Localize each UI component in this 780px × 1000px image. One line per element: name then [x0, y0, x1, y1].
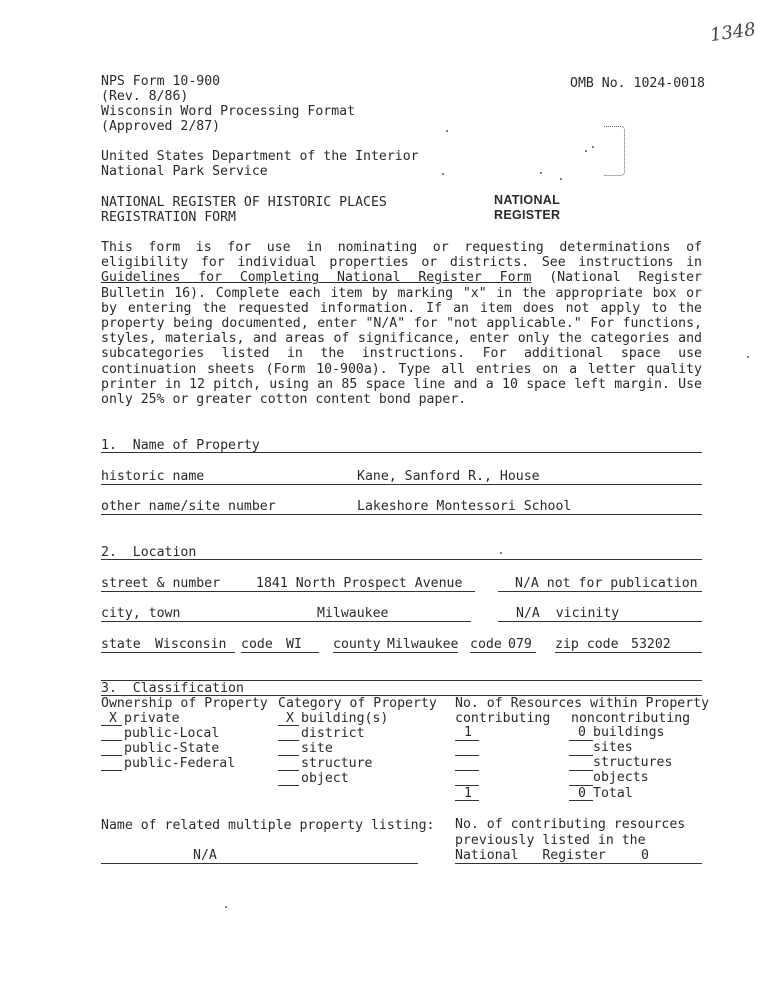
- resources-header: No. of Resources within Property: [455, 696, 710, 711]
- city-label: city, town: [101, 606, 181, 621]
- register-title: NATIONAL REGISTER OF HISTORIC PLACES: [101, 195, 387, 210]
- type-objects: objects: [593, 770, 649, 785]
- category-district: district: [301, 726, 365, 741]
- section-rule: [101, 452, 702, 453]
- zip-value: 53202: [631, 637, 671, 652]
- ownership-header: Ownership of Property: [101, 696, 268, 711]
- county-code-value: 079: [508, 637, 532, 652]
- zip-label: zip code: [555, 637, 619, 652]
- county-label: county: [333, 637, 381, 652]
- stamp-speck: [560, 178, 562, 180]
- ownership-mark: X: [109, 711, 117, 726]
- city-value: Milwaukee: [317, 606, 389, 621]
- section-2-heading: 2. Location: [101, 545, 197, 560]
- previously-listed-line2: previously listed in the: [455, 833, 646, 848]
- type-sites: sites: [593, 740, 633, 755]
- ownership-private: private: [124, 711, 180, 726]
- street-value: 1841 North Prospect Avenue: [256, 576, 463, 591]
- county-code-label: code: [470, 637, 502, 652]
- stamp-speck: [442, 173, 444, 175]
- checkbox-blank: [101, 725, 122, 726]
- stamp-speck: [500, 552, 502, 554]
- ownership-public-local: public-Local: [124, 726, 220, 741]
- previously-listed-value: 0: [641, 848, 649, 863]
- stamp-speck: [225, 906, 227, 908]
- field-rule: [241, 652, 319, 653]
- form-format: Wisconsin Word Processing Format: [101, 104, 356, 119]
- related-listing-label: Name of related multiple property listing:: [101, 818, 435, 833]
- count-blank: [455, 755, 479, 756]
- form-number: NPS Form 10-900: [101, 74, 221, 89]
- contributing-total: 1: [464, 786, 472, 801]
- previously-listed-line3: National Register: [455, 848, 606, 863]
- registration-form-title: REGISTRATION FORM: [101, 210, 236, 225]
- stamp-speck: [592, 146, 594, 148]
- checkbox-blank: [101, 740, 122, 741]
- stamp-speck: [540, 172, 542, 174]
- type-total: Total: [593, 786, 633, 801]
- count-blank: [569, 755, 593, 756]
- historic-name-value: Kane, Sanford R., House: [357, 469, 540, 484]
- count-blank: [569, 770, 593, 771]
- category-structure: structure: [301, 756, 373, 771]
- related-listing-value: N/A: [193, 848, 217, 863]
- category-header: Category of Property: [278, 696, 437, 711]
- previously-listed-line1: No. of contributing resources: [455, 817, 686, 832]
- code-label: code: [241, 637, 273, 652]
- section-3-heading: 3. Classification: [101, 681, 244, 696]
- guidelines-title: Guidelines for Completing National Register Form: [101, 270, 532, 286]
- section-1-heading: 1. Name of Property: [101, 438, 260, 453]
- category-object: object: [301, 771, 349, 786]
- noncontributing-buildings: 0: [578, 725, 586, 740]
- section-rule: [101, 559, 702, 560]
- field-rule: [101, 621, 471, 622]
- type-buildings: buildings: [593, 725, 665, 740]
- total-blank: [569, 800, 593, 801]
- national-stamp: NATIONAL: [494, 193, 561, 207]
- checkbox-blank: [278, 755, 299, 756]
- state-value: Wisconsin: [155, 637, 227, 652]
- historic-name-label: historic name: [101, 469, 205, 484]
- other-name-value: Lakeshore Montessori School: [357, 499, 572, 514]
- stamp-speck: [585, 150, 587, 152]
- field-rule: [333, 652, 458, 653]
- field-rule: [101, 484, 702, 485]
- vicinity: N/A vicinity: [516, 606, 620, 621]
- noncontributing-total: 0: [578, 786, 586, 801]
- state-label: state: [101, 637, 141, 652]
- category-buildings: building(s): [301, 711, 389, 726]
- ownership-public-state: public-State: [124, 741, 220, 756]
- ownership-public-federal: public-Federal: [124, 756, 236, 771]
- field-rule: [555, 652, 702, 653]
- omb-number: OMB No. 1024-0018: [570, 76, 705, 91]
- checkbox-blank: [278, 725, 299, 726]
- field-rule: [101, 863, 418, 864]
- form-approved: (Approved 2/87): [101, 119, 221, 134]
- field-rule: [498, 621, 702, 622]
- instructions-paragraph: This form is for use in nominating or requesting determinations of eligibility for individual properties or districts. See instructions in Guidelines for Completing National Register Form (National Register Bulletin 16). Complete each item by marking "x" in the appropriate box or by entering the requested information. If an item does not apply to the property being documented, enter "N/A" for "not applicable." For functions, styles, materials, and areas of significance, enter only the categories and subcategories listed in the instructions. For additional space use continuation sheets (Form 10-900a). Type all entries on a letter quality printer in 12 pitch, using an 85 space line and a 10 space left margin. Use only 25% or greater cotton content bond paper.: [101, 240, 702, 408]
- type-structures: structures: [593, 755, 673, 770]
- county-value: Milwaukee: [387, 637, 459, 652]
- total-blank: [455, 800, 479, 801]
- category-mark: X: [286, 711, 294, 726]
- count-blank: [569, 740, 593, 741]
- contributing-buildings: 1: [464, 725, 472, 740]
- category-site: site: [301, 741, 333, 756]
- not-for-publication: N/A not for publication: [515, 576, 698, 591]
- noncontributing-header: noncontributing: [571, 711, 691, 726]
- field-rule: [498, 591, 702, 592]
- field-rule: [101, 652, 235, 653]
- field-rule: [455, 863, 702, 864]
- street-label: street & number: [101, 576, 221, 591]
- count-blank: [455, 740, 479, 741]
- code-value: WI: [286, 637, 302, 652]
- field-rule: [101, 514, 702, 515]
- service-name: National Park Service: [101, 164, 268, 179]
- contributing-header: contributing: [455, 711, 551, 726]
- checkbox-blank: [278, 785, 299, 786]
- checkbox-blank: [278, 770, 299, 771]
- other-name-label: other name/site number: [101, 499, 276, 514]
- field-rule: [101, 591, 475, 592]
- count-blank: [455, 770, 479, 771]
- checkbox-blank: [101, 770, 122, 771]
- stamp-speck: [747, 356, 749, 358]
- stamp-speck: [446, 130, 448, 132]
- checkbox-blank: [101, 755, 122, 756]
- department-name: United States Department of the Interior: [101, 149, 419, 164]
- checkbox-blank: [278, 740, 299, 741]
- handwritten-page-mark: 1348: [708, 18, 758, 47]
- register-stamp: REGISTER: [494, 208, 561, 222]
- field-rule: [470, 652, 536, 653]
- received-stamp-mark: [604, 126, 625, 176]
- form-revision: (Rev. 8/86): [101, 89, 189, 104]
